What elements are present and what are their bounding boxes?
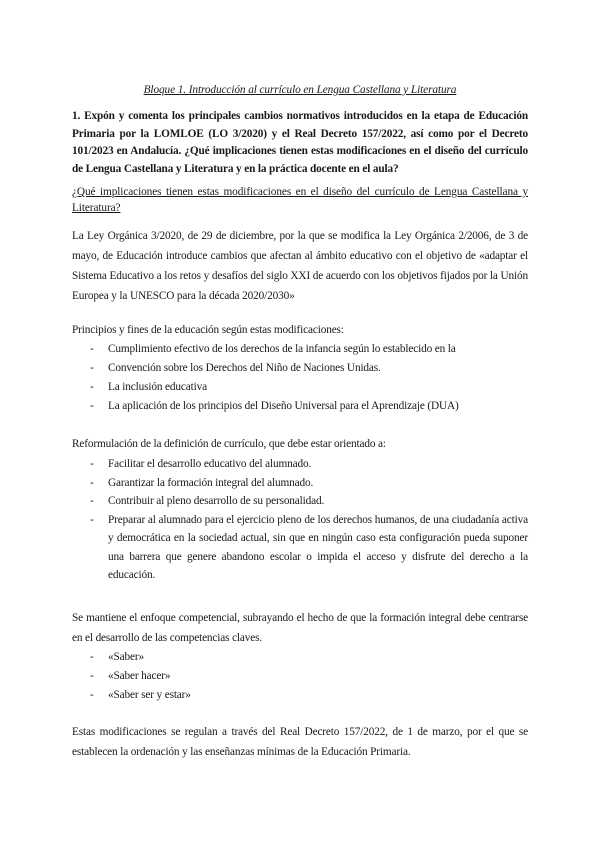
competency-paragraph: Se mantiene el enfoque competencial, subrayando el hecho de que la formación integral debe centrarse en el desarrollo de las competencias claves. [72, 612, 528, 644]
list-item: - Convención sobre los Derechos del Niño de Naciones Unidas. [72, 359, 528, 378]
bullet-dash: - [90, 689, 94, 701]
bullet-dash: - [90, 362, 94, 374]
list-item: - Preparar al alumnado para el ejercicio pleno de los derechos humanos, de una ciudadanía activa y democrática en la sociedad actual, sin que en ningún caso esta configuración pueda suponer una barrera que genere abandono escolar o impida el acceso y disfrute del derecho a la educación. [72, 511, 528, 585]
curriculum-heading: Reformulación de la definición de currículo, que debe estar orientado a: [72, 438, 386, 450]
section-title: Bloque 1. Introducción al currículo en Lengua Castellana y Literatura [143, 84, 457, 96]
list-item: - «Saber» [72, 648, 528, 667]
curriculum-list [72, 455, 528, 585]
bullet-dash: - [90, 400, 94, 412]
list-item: - «Saber ser y estar» [72, 686, 528, 705]
competencies-list [72, 648, 528, 705]
list-item: - Contribuir al pleno desarrollo de su personalidad. [72, 492, 528, 511]
bullet-dash: - [90, 381, 94, 393]
bullet-dash: - [90, 651, 94, 663]
principles-list [72, 340, 528, 416]
list-item: - Cumplimiento efectivo de los derechos de la infancia según lo establecido en la [72, 340, 528, 359]
bullet-dash: - [90, 670, 94, 682]
list-item: - «Saber hacer» [72, 667, 528, 686]
list-item: - Garantizar la formación integral del alumnado. [72, 474, 528, 493]
bullet-dash: - [90, 495, 94, 507]
sub-question: ¿Qué implicaciones tienen estas modificaciones en el diseño del currículo de Lengua Castellana y Literatura? [72, 186, 528, 214]
principles-heading: Principios y fines de la educación según estas modificaciones: [72, 324, 344, 336]
list-item: - Facilitar el desarrollo educativo del alumnado. [72, 455, 528, 474]
bullet-dash: - [90, 343, 94, 355]
closing-paragraph: Estas modificaciones se regulan a través del Real Decreto 157/2022, de 1 de marzo, por el que se establecen la ordenación y las enseñanzas mínimas de la Educación Primaria. [72, 726, 528, 758]
intro-paragraph: La Ley Orgánica 3/2020, de 29 de diciembre, por la que se modifica la Ley Orgánica 2/2006, de 3 de mayo, de Educación introduce cambios que afectan al ámbito educativo con el objetivo de «adaptar el Sistema Educativo a los retos y desafíos del siglo XXI de acuerdo con los objetivos fijados por la Unión Europea y la UNESCO para la década 2020/2030» [72, 230, 528, 302]
bullet-dash: - [90, 513, 94, 526]
list-item: - La inclusión educativa [72, 378, 528, 397]
list-item: - La aplicación de los principios del Diseño Universal para el Aprendizaje (DUA) [72, 397, 528, 416]
bullet-dash: - [90, 476, 94, 489]
exam-question: 1. Expón y comenta los principales cambios normativos introducidos en la etapa de Educación Primaria por la LOMLOE (LO 3/2020) y el Real Decreto 157/2022, así como por el Decreto 101/2023 en Andalucía. ¿Qué implicaciones tienen estas modificaciones en el diseño del currículo de Lengua Castellana y Literatura y en la práctica docente en el aula? [72, 110, 528, 175]
bullet-dash: - [90, 458, 94, 470]
